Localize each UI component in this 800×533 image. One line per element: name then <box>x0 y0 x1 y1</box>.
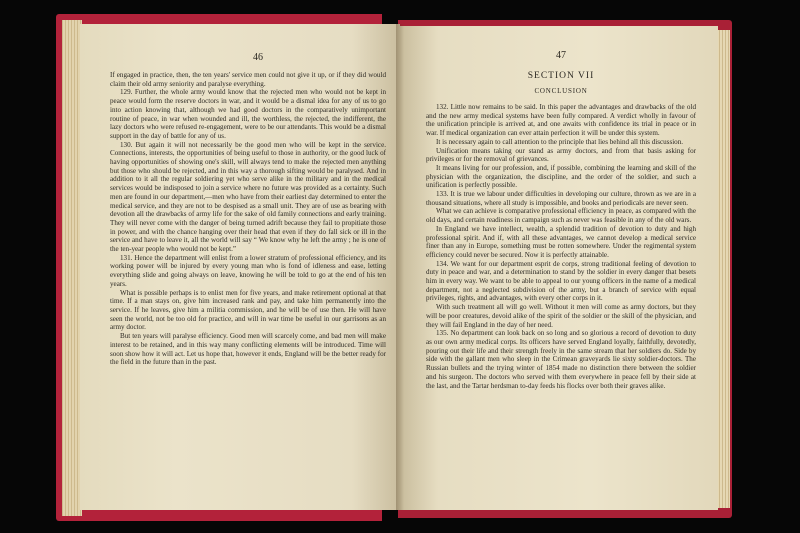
paragraph: 130. But again it will not necessarily be the good men who will be kept in the service. Connections, interests, the opportunities of being useful to those in authority, or the good luck of having opportunities of showing one's skill, will always tend to make the rejected men anything but those who should be rejected, and in this way a thorough sifting would be paralysed. And in addition to it all the regular soldiering yet who serve alike in the military and in the medical services would be indisposed to join a service where no future was provided as a certainty. Such men are found in our department,—men who have from their earliest day determined to enter the medical service, and they are not to be despised as a small unit. They are of use as bearing with devotion all the drawbacks of army life for the sake of old family connections and early training. They will never come with the danger of being turned adrift because they fail to propitiate those in power, and with the chance hanging over their head that even if they do fall sick or ill in the service and have to leave it, all the world will say “ We know why he left the army ; he is one of the ten-year people who would not be kept.” <box>110 140 386 254</box>
paragraph: It means living for our profession, and, if possible, combining the learning and skill of the physician with the organization, the discipline, and the order of the soldier, and such a unification is perfectly possible. <box>426 163 696 190</box>
paragraph: 132. Little now remains to be said. In this paper the advantages and drawbacks of the old and the new army medical systems have been fully compared. A verdict wholly in favour of the unification principle is arrived at, and one awaits with confidence its trial in peace or in war. If medical organization can ever attain perfection it will be under this system. <box>426 103 696 138</box>
paragraph: 135. No department can look back on so long and so glorious a record of devotion to duty as our own army medical corps. Its officers have served England loyally, faithfully, devotedly, pouring out their life and their strength freely in the same stream that her soldiers do. Side by side with the gallant men who sleep in the Crimean graveyards lie sixty soldier-doctors. The Russian bullets and the trying winter of 1854 made no distinction there between the soldier and his surgeon. The doctors who served with them everywhere in peace fell by their side at the last, and the Tartar herdsman to-day feeds his flocks over both their graves alike. <box>426 329 696 390</box>
page-number: 47 <box>556 50 566 61</box>
paragraph: 131. Hence the department will enlist from a lower stratum of professional efficiency, and its working power will be injured by every young man who is fond of idleness and ease, letting everything slide and going always on leave, knowing he will be told to go at the end of his ten years. <box>110 253 386 288</box>
paragraph: In England we have intellect, wealth, a splendid tradition of devotion to duty and high professional spirit. And if, with all these advantages, we cannot develop a medical service finer than any in Europe, something must be rotten somewhere. Under the regimental system efficiency could never be secured. Now it is perfectly attainable. <box>426 224 696 259</box>
section-subtitle: CONCLUSION <box>534 87 588 95</box>
paragraph: What we can achieve is comparative professional efficiency in peace, as compared with the old days, and certain readiness in campaign such as never was feasible in any of the old wars. <box>426 207 696 225</box>
page-edges-left <box>62 20 82 516</box>
page-edges-right <box>716 30 730 508</box>
left-page <box>80 24 400 510</box>
paragraph: But ten years will paralyse efficiency. Good men will scarcely come, and bad men will make interest to be retained, and in this way many conflicting elements will be introduced. Time will soon show how it will act. Let us hope that, however it ends, England will be the better ready for the field in the future than in the past. <box>110 332 386 367</box>
book-gutter <box>396 24 404 510</box>
page-number: 46 <box>253 52 263 63</box>
paragraph: 133. It is true we labour under difficulties in developing our culture, thrown as we are in a thousand situations, where all study is impossible, and books and periodicals are never seen. <box>426 190 696 207</box>
paragraph: 134. We want for our department esprit de corps, strong traditional feeling of devotion to duty in peace and war, and a determination to stand by the soldier in every danger that besets him in every way. We want to be able to appeal to our young officers in the name of a medical department, not a neglected subdivision of the army, but a branch of service with equal privileges, rights, and advantages, with every other corps in it. <box>426 259 696 303</box>
section-title: SECTION VII <box>527 71 595 81</box>
right-page-body <box>426 103 696 390</box>
paragraph: If engaged in practice, then, the ten years' service men could not give it up, or if they did would claim their old army seniority and paralyse everything. <box>110 71 386 88</box>
paragraph: 129. Further, the whole army would know that the rejected men who would not be kept in peace would form the reserve doctors in war, and it would be a dismal idea for any of us to go into action knowing that, although we had good doctors in the comparatively unimportant routine of peace, in war when wounded and ill, the worthless, the rejected, the indifferent, the lazy doctors who were refused re-engagement, were to be our attendants. This would be a dismal support in the day of battle for any of us. <box>110 88 386 140</box>
paragraph: Unification means taking our stand as army doctors, and from that basis asking for privileges or for the removal of grievances. <box>426 146 696 164</box>
paragraph: What is possible perhaps is to enlist men for five years, and make retirement optional at that time. If a man stays on, give him increased rank and pay, and take him permanently into the service. If he leaves, give him a militia commission, and he will be of use then. He will have seen the world, not be too old for practice, and will in war time be useful in our garrisons as an army doctor. <box>110 288 386 332</box>
paragraph: With such treatment all will go well. Without it men will come as army doctors, but they will be poor creatures, devoid alike of the spirit of the soldier or the skill of the physician, and they will fail England in the day of her need. <box>426 303 696 329</box>
paragraph: It is necessary again to call attention to the principle that lies behind all this discussion. <box>436 137 684 146</box>
right-page <box>400 26 718 510</box>
left-page-body <box>110 71 386 367</box>
